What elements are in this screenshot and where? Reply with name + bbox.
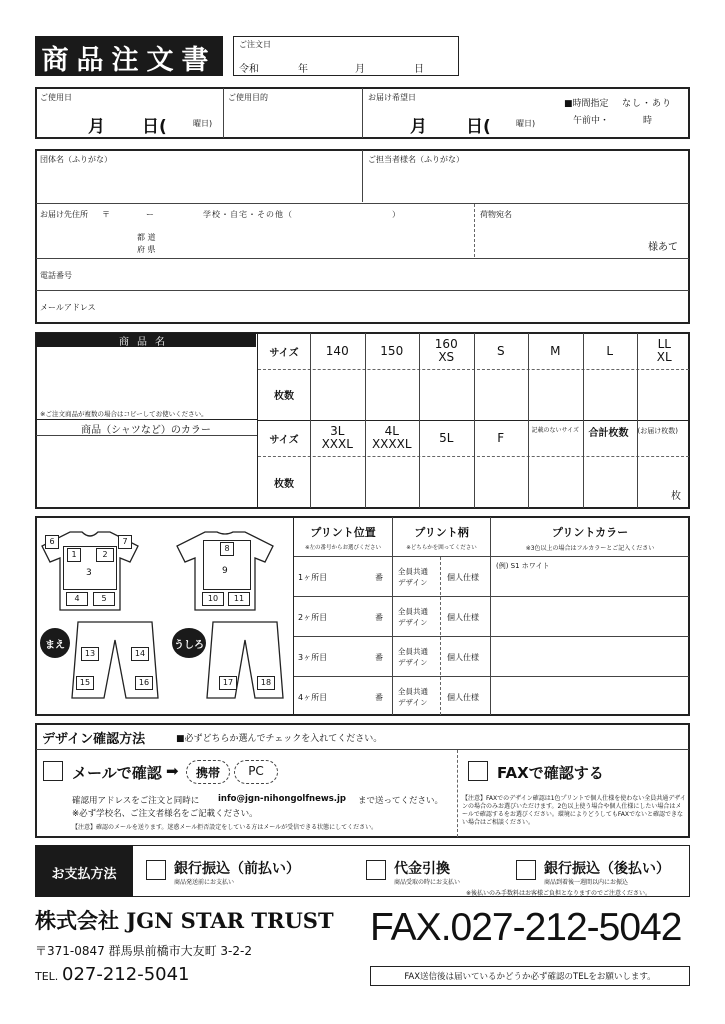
postal-dash: ー <box>146 210 154 219</box>
qty-label-row2: 枚数 <box>274 478 294 490</box>
pos-14: 14 <box>131 647 149 661</box>
mail-confirm-label: メールで確認 <box>72 764 162 782</box>
tel-number[interactable]: 027-212-5041 <box>62 964 190 985</box>
print-position-header: プリント位置 <box>310 526 376 539</box>
email-field[interactable] <box>110 294 680 320</box>
print-place-label: 3ヶ所目 <box>298 653 328 662</box>
payment-postpay-checkbox[interactable] <box>516 860 536 880</box>
product-name-field[interactable] <box>40 350 252 405</box>
recipient-field[interactable] <box>480 220 640 254</box>
pattern-common-line1[interactable]: 全員共通 <box>398 647 428 656</box>
pos-9-area <box>203 540 251 590</box>
contact-name-field[interactable] <box>368 166 684 200</box>
fax-confirm-checkbox[interactable] <box>468 761 488 781</box>
company-name: 株式会社 JGN STAR TRUST <box>35 908 334 933</box>
payment-fee-note: ※後払いのみ手数料はお客様ご負担となりますのでご注意ください。 <box>466 890 652 897</box>
size-header: L <box>606 343 614 358</box>
pos-1: 1 <box>67 548 81 562</box>
pos-2: 2 <box>96 548 114 562</box>
pattern-common-line2[interactable]: デザイン <box>398 658 428 667</box>
email-label: メールアドレス <box>40 303 96 312</box>
group-name-label: 団体名（ふりがな） <box>40 155 112 164</box>
use-weekday: 曜日) <box>193 119 213 128</box>
fax-note: 【注意】FAXでのデザイン確認は1色プリントで個人仕様を使わない全員共通デザインの場合のみお選びいただけます。2色以上使う場合や個人仕様にしたい場合はメールで確認するをお選びください。環境によりどうしてもFAXでないと確認できない場合はご相談ください。 <box>462 795 686 826</box>
fax-confirm-label: FAXで確認する <box>497 764 604 782</box>
contact-name-label: ご担当者様名（ふりがな） <box>368 155 464 164</box>
pos-16: 16 <box>135 676 153 690</box>
size-header: S <box>496 343 505 358</box>
arrow-icon: ➡ <box>166 762 179 780</box>
pattern-common-line2[interactable]: デザイン <box>398 618 428 627</box>
pos-9: 9 <box>222 566 228 576</box>
qty-label-row1: 枚数 <box>274 391 294 402</box>
size-header: 140 <box>325 343 349 358</box>
payment-postpay-label: 銀行振込（後払い） <box>544 861 670 877</box>
mail-note-1a: 確認用アドレスをご注文と同時に <box>72 796 200 806</box>
qty-input[interactable] <box>365 370 420 419</box>
use-day: 日( <box>142 117 167 137</box>
back-label: うしろ <box>174 640 204 651</box>
print-place-ban: 番 <box>375 693 383 702</box>
design-confirm-title: デザイン確認方法 <box>42 732 146 747</box>
total-qty-field[interactable] <box>585 440 688 506</box>
size-header: M <box>550 343 561 358</box>
era-label: 令和 <box>239 64 259 75</box>
pc-label: PC <box>248 764 264 778</box>
phone-label: 電話番号 <box>40 271 72 280</box>
print-position-input[interactable] <box>336 681 372 713</box>
recipient-suffix: 様あて <box>648 242 678 253</box>
order-date-label: ご注文日 <box>239 40 271 49</box>
day-label: 日 <box>414 64 424 75</box>
color-field[interactable] <box>40 438 252 504</box>
design-confirm-instruction: ■必ずどちらか選んでチェックを入れてください。 <box>176 734 383 744</box>
mobile-label: 携帯 <box>195 766 220 780</box>
pos-11: 11 <box>228 592 250 606</box>
total-unit: 枚 <box>671 491 681 502</box>
pattern-common-line2[interactable]: デザイン <box>398 698 428 707</box>
color-label: 商品（シャツなど）のカラー <box>81 425 211 436</box>
company-address: 〒371-0847 群馬県前橋市大友町 3-2-2 <box>35 944 252 958</box>
delivery-day: 日( <box>466 117 491 137</box>
delivery-date-label: お届け希望日 <box>368 93 416 102</box>
print-color-note: ※3色以上の場合はフルカラーとご記入ください <box>525 545 655 552</box>
fax-footer-note: FAX送信後は届いているかどうか必ず確認のTELをお願いします。 <box>404 972 656 982</box>
qty-input[interactable] <box>419 457 474 507</box>
print-place-ban: 番 <box>375 653 383 662</box>
total-label: 合計枚数 <box>588 428 629 439</box>
pos-13: 13 <box>81 647 99 661</box>
purpose-label: ご使用目的 <box>228 93 268 102</box>
print-pattern-note: ※どちらかを囲ってください <box>406 545 477 551</box>
print-position-input[interactable] <box>336 561 372 593</box>
use-month: 月 <box>88 117 105 137</box>
print-color-input[interactable] <box>494 681 686 713</box>
mail-confirm-checkbox[interactable] <box>43 761 63 781</box>
fax-number[interactable]: FAX.027-212-5042 <box>370 906 682 949</box>
qty-input[interactable] <box>583 370 638 419</box>
pos-4: 4 <box>66 592 88 606</box>
payment-cod-note: 商品受取の時にお支払い <box>394 879 461 886</box>
pattern-common-line2[interactable]: デザイン <box>398 578 428 587</box>
qty-input[interactable] <box>310 370 365 419</box>
size-label-row2: サイズ <box>269 434 299 446</box>
purpose-field[interactable] <box>228 104 356 134</box>
tel-prefix: TEL. <box>35 970 59 983</box>
group-name-field[interactable] <box>40 166 356 200</box>
print-position-input[interactable] <box>336 641 372 673</box>
delivery-month: 月 <box>410 117 427 137</box>
pos-3: 3 <box>86 568 92 578</box>
time-spec-options[interactable]: なし・あり <box>622 99 673 109</box>
size-header: 3L XXXL <box>321 424 353 451</box>
size-header: 150 <box>380 343 404 358</box>
address-field[interactable] <box>40 220 468 254</box>
print-place-ban: 番 <box>375 573 383 582</box>
print-position-note: ※左の番号からお選びください <box>304 545 382 551</box>
recipient-label: 荷物宛名 <box>480 210 512 219</box>
print-place-ban: 番 <box>375 613 383 622</box>
mail-note-3: 【注意】確認のメールを送ります。迷惑メール拒否設定をしている方はメールが受信できる状態にしてください。 <box>72 824 378 831</box>
mail-note-1b: まで送ってください。 <box>358 796 444 806</box>
qty-input[interactable] <box>419 370 474 419</box>
print-color-input[interactable] <box>494 561 686 593</box>
pos-7: 7 <box>118 535 132 549</box>
payment-cod-checkbox[interactable] <box>366 860 386 880</box>
payment-prepay-note: 商品発送前にお支払い <box>174 879 235 886</box>
size-header: 160 XS <box>434 337 458 364</box>
pos-17: 17 <box>219 676 237 690</box>
year-label: 年 <box>298 64 308 75</box>
pattern-common-line1[interactable]: 全員共通 <box>398 567 428 576</box>
payment-title: お支払方法 <box>51 867 117 882</box>
pos-8: 8 <box>220 542 234 556</box>
pattern-common-line1[interactable]: 全員共通 <box>398 607 428 616</box>
print-place-label: 2ヶ所目 <box>298 613 328 622</box>
print-pattern-header: プリント柄 <box>414 526 469 539</box>
month-label: 月 <box>355 64 365 75</box>
pattern-individual[interactable]: 個人仕様 <box>447 613 479 622</box>
size-header: LL XL <box>656 337 672 364</box>
print-color-input[interactable] <box>494 641 686 673</box>
qty-input[interactable] <box>528 457 583 507</box>
payment-prepay-checkbox[interactable] <box>146 860 166 880</box>
phone-field[interactable] <box>100 262 680 286</box>
pattern-common-line1[interactable]: 全員共通 <box>398 687 428 696</box>
delivery-weekday: 曜日) <box>516 119 536 128</box>
payment-prepay-label: 銀行振込（前払い） <box>174 861 300 877</box>
product-name-header: 商品名 <box>119 337 173 348</box>
time-hour: 時 <box>643 116 653 126</box>
form-title: 商品注文書 <box>41 45 217 76</box>
qty-input[interactable] <box>528 370 583 419</box>
pos-18: 18 <box>257 676 275 690</box>
pattern-individual[interactable]: 個人仕様 <box>447 693 479 702</box>
use-date-field[interactable] <box>40 104 215 134</box>
payment-cod-label: 代金引換 <box>394 861 450 877</box>
size-header: 記載のないサイズ <box>531 427 580 434</box>
print-position-input[interactable] <box>336 601 372 633</box>
destination-close: ） <box>392 210 400 219</box>
size-header: 5L <box>439 430 454 445</box>
pos-6: 6 <box>45 535 59 549</box>
time-am[interactable]: 午前中・ <box>573 116 610 126</box>
print-color-header: プリントカラー <box>551 526 629 539</box>
prefecture-line-2: 府 県 <box>137 245 156 254</box>
mail-address[interactable]: info@jgn-nihongolfnews.jp <box>218 794 346 804</box>
postal-mark: 〒 <box>102 210 110 219</box>
qty-input[interactable] <box>365 457 420 507</box>
copy-note: ※ご注文商品が複数の場合はコピーしてお使いください。 <box>40 410 208 418</box>
prefecture-line-1: 都 道 <box>137 233 156 242</box>
payment-postpay-note: 商品到着後一週間以内にお振込 <box>544 879 629 886</box>
destination-type[interactable]: 学校・自宅・その他（ <box>203 210 293 219</box>
mail-note-2: ※必ず学校名、ご注文者様名をご記載ください。 <box>72 809 258 819</box>
pos-15: 15 <box>76 676 94 690</box>
pos-5: 5 <box>93 592 115 606</box>
total-sub-label: (お届け枚数) <box>637 427 678 435</box>
use-date-label: ご使用日 <box>40 93 72 102</box>
qty-input[interactable] <box>474 457 529 507</box>
print-place-label: 4ヶ所目 <box>298 693 328 702</box>
print-place-label: 1ヶ所目 <box>298 573 328 582</box>
size-label-row1: サイズ <box>269 347 299 359</box>
qty-input[interactable] <box>474 370 529 419</box>
qty-input[interactable] <box>637 370 692 419</box>
time-spec-label: ■時間指定 <box>564 99 609 109</box>
address-label: お届け先住所 <box>40 210 88 219</box>
pos-10: 10 <box>202 592 224 606</box>
print-color-input[interactable] <box>494 601 686 633</box>
size-header: F <box>497 430 505 445</box>
size-header: 4L XXXXL <box>371 424 412 451</box>
pattern-individual[interactable]: 個人仕様 <box>447 653 479 662</box>
qty-input[interactable] <box>310 457 365 507</box>
print-color-example: (例) S1 ホワイト <box>496 562 550 570</box>
pattern-individual[interactable]: 個人仕様 <box>447 573 479 582</box>
front-label: まえ <box>45 640 65 651</box>
